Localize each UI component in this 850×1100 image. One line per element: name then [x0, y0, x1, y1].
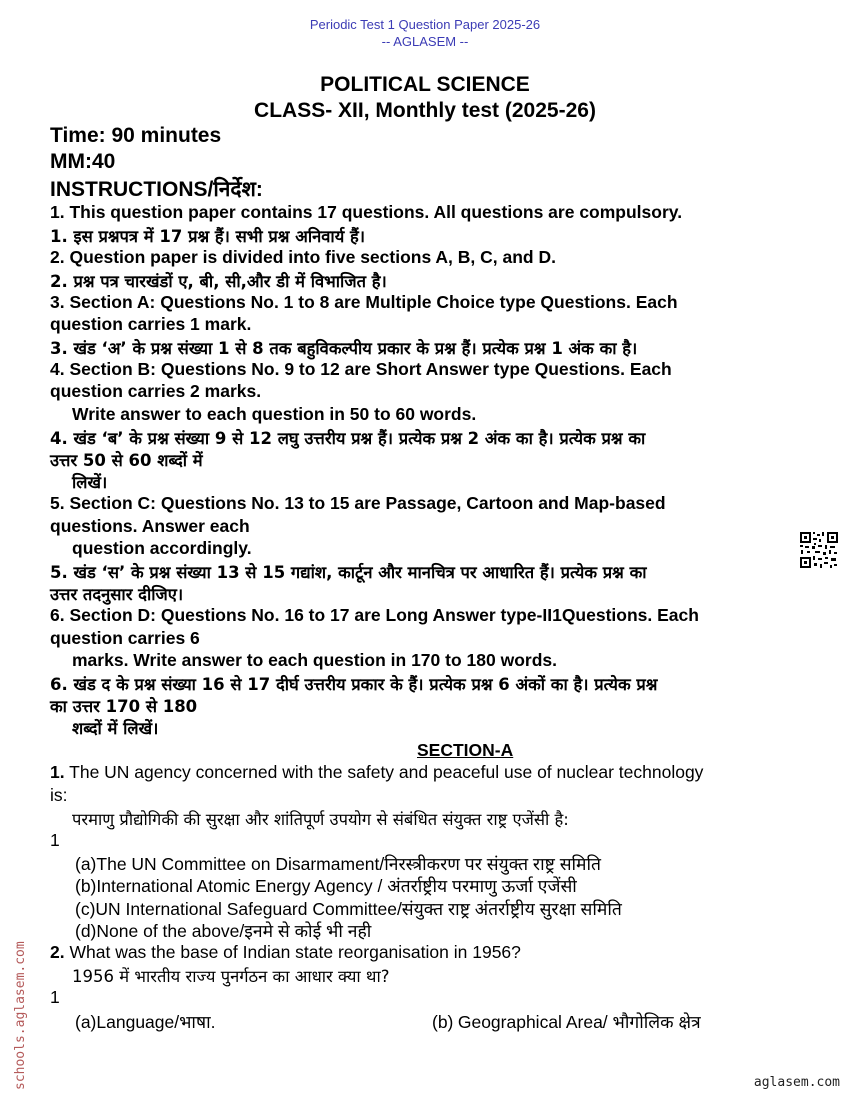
option-text: Language/भाषा.: [96, 1012, 216, 1032]
option-text: The UN Committee on Disarmament/निरस्त्रीकरण पर संयुक्त राष्ट्र समिति: [96, 854, 602, 874]
side-watermark: schools.aglasem.com: [13, 941, 28, 1090]
instruction-2-en: 2. Question paper is divided into five sections A, B, C, and D.: [50, 247, 556, 267]
option-label: (d): [75, 921, 97, 941]
instruction-4-hi-end: लिखें।: [72, 473, 108, 492]
instruction-4-en: 4. Section B: Questions No. 9 to 12 are Short Answer type Questions. Each: [50, 359, 672, 379]
instruction-4-en-words: Write answer to each question in 50 to 60 words.: [72, 404, 477, 424]
option-text: International Atomic Energy Agency / अंतर्राष्ट्रीय परमाणु ऊर्जा एजेंसी: [96, 876, 577, 896]
instruction-5-hi: 5. खंड ‘स’ के प्रश्न संख्या 13 से 15 गद्यांश, कार्टून और मानचित्र पर आधारित हैं। प्रत्येक प्रश्न का: [50, 563, 647, 582]
q1-option-a: [75, 852, 601, 876]
time-label: Time: 90 minutes: [50, 124, 222, 147]
question-2-text-hi: 1956 में भारतीय राज्य पुनर्गठन का आधार क्या था?: [72, 967, 390, 986]
instruction-3-en-cont: question carries 1 mark.: [50, 314, 252, 334]
instruction-5-en-end: question accordingly.: [72, 538, 252, 558]
qr-code-icon: [799, 531, 839, 569]
instruction-6-en: 6. Section D: Questions No. 16 to 17 are Long Answer type-II1Questions. Each: [50, 605, 699, 625]
question-1-text: The UN agency concerned with the safety and peaceful use of nuclear technology: [69, 762, 704, 782]
instruction-6-hi-end: शब्दों में लिखें।: [72, 719, 159, 738]
header-line-1: Periodic Test 1 Question Paper 2025-26: [309, 17, 541, 32]
option-text: None of the above/इनमे से कोई भी नही: [96, 921, 372, 941]
q1-option-c: [75, 897, 622, 921]
instruction-4-en-cont: question carries 2 marks.: [50, 381, 262, 401]
option-text: UN International Safeguard Committee/संयुक्त राष्ट्र अंतर्राष्ट्रीय सुरक्षा समिति: [95, 899, 622, 919]
q2-option-a: [75, 1010, 215, 1034]
footer-watermark: aglasem.com: [753, 1075, 840, 1090]
question-2-number: 2.: [50, 942, 65, 962]
q1-option-b: [75, 874, 577, 898]
instruction-5-en: 5. Section C: Questions No. 13 to 15 are Passage, Cartoon and Map-based: [50, 493, 666, 513]
header-line-2: -- AGLASEM --: [381, 34, 469, 49]
question-1-text-hi: परमाणु प्रौद्योगिकी की सुरक्षा और शांतिपूर्ण उपयोग से संबंधित संयुक्त राष्ट्र एजेंसी है:: [72, 810, 569, 829]
option-label: (b): [75, 876, 97, 896]
instruction-6-en-end: marks. Write answer to each question in 170 to 180 words.: [72, 650, 557, 670]
question-1-number: 1.: [50, 762, 65, 782]
question-2-marks: 1: [50, 987, 60, 1007]
instruction-1-en: 1. This question paper contains 17 questions. All questions are compulsory.: [50, 202, 683, 222]
question-1-text-cont: is:: [50, 785, 68, 805]
instructions-heading: INSTRUCTIONS/निर्देश:: [50, 178, 263, 201]
instruction-3-en: 3. Section A: Questions No. 1 to 8 are Multiple Choice type Questions. Each: [50, 292, 678, 312]
instruction-6-hi-cont: का उत्तर 170 से 180: [50, 697, 198, 716]
instruction-5-en-cont: questions. Answer each: [50, 516, 250, 536]
question-2: [50, 942, 521, 963]
instruction-3-hi: 3. खंड ‘अ’ के प्रश्न संख्या 1 से 8 तक बहुविकल्पीय प्रकार के प्रश्न हैं। प्रत्येक प्रश्न 1 अंक का है।: [50, 339, 638, 358]
option-label: (c): [75, 899, 96, 919]
instruction-4-hi: 4. खंड ‘ब’ के प्रश्न संख्या 9 से 12 लघु उत्तरीय प्रश्न हैं। प्रत्येक प्रश्न 2 अंक का है। प्रत्येक प्रश्न का: [50, 429, 646, 448]
instruction-2-hi: 2. प्रश्न पत्र चारखंडों ए, बी, सी,और डी में विभाजित है।: [50, 272, 387, 291]
instruction-1-hi: 1. इस प्रश्नपत्र में 17 प्रश्न हैं। सभी प्रश्न अनिवार्य हैं।: [50, 227, 366, 246]
marks-label: MM:40: [50, 150, 116, 173]
instruction-6-en-cont: question carries 6: [50, 628, 200, 648]
q1-option-d: [75, 919, 371, 943]
subject-title: POLITICAL SCIENCE: [320, 73, 530, 96]
instruction-5-hi-cont: उत्तर तदनुसार दीजिए।: [50, 585, 184, 604]
class-title: CLASS- XII, Monthly test (2025-26): [254, 99, 596, 122]
option-text: Geographical Area/ भौगोलिक क्षेत्र: [457, 1012, 701, 1032]
question-1-marks: 1: [50, 830, 60, 850]
option-label: (a): [75, 1012, 97, 1032]
q2-option-b: [432, 1010, 701, 1034]
section-a-heading: SECTION-A: [417, 740, 514, 760]
instruction-6-hi: 6. खंड द के प्रश्न संख्या 16 से 17 दीर्घ उत्तरीय प्रकार के हैं। प्रत्येक प्रश्न 6 अंकों का है। प्रत्येक प्रश्न: [50, 675, 658, 694]
option-label: (a): [75, 854, 97, 874]
question-2-text: What was the base of Indian state reorganisation in 1956?: [69, 942, 521, 962]
option-label: (b): [432, 1012, 454, 1032]
question-1: [50, 762, 703, 783]
instruction-4-hi-cont: उत्तर 50 से 60 शब्दों में: [50, 451, 203, 470]
